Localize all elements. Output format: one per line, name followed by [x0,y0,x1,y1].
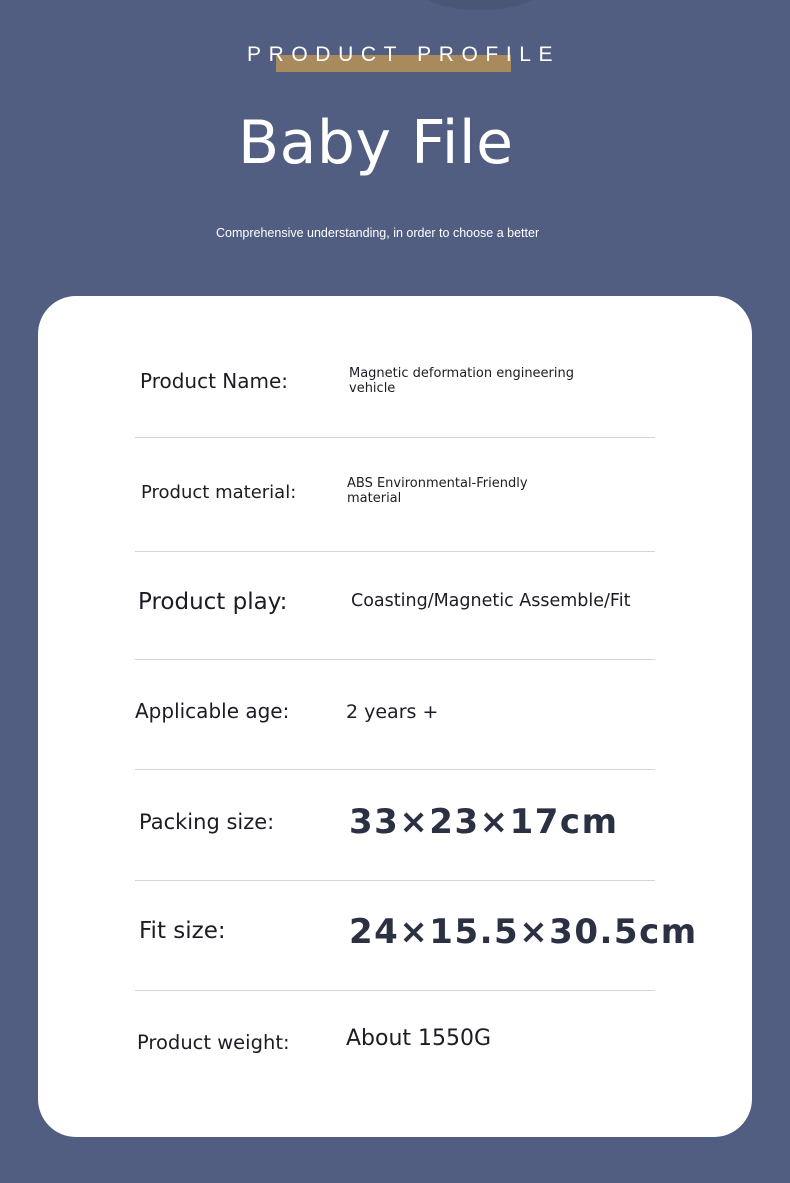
spec-label-name: Product Name: [140,369,289,393]
spec-value-packing-size: 33×23×17cm [349,802,619,842]
spec-value-name: Magnetic deformation engineering vehicle [349,366,575,396]
top-decoration [420,0,540,10]
spec-value-play: Coasting/Magnetic Assemble/Fit [351,591,631,611]
spec-label-weight: Product weight: [137,1031,290,1054]
section-header [0,40,790,80]
spec-value-fit-size: 24×15.5×30.5cm [349,912,698,952]
spec-label-age: Applicable age: [135,699,290,723]
spec-label-play: Product play: [138,589,288,615]
spec-label-fit-size: Fit size: [139,918,226,944]
divider [135,659,655,660]
page-subtitle: Comprehensive understanding, in order to choose a better [216,226,540,240]
profile-label: PRODUCT PROFILE [247,43,561,66]
divider [135,990,655,991]
spec-card [38,296,752,1137]
divider [135,769,655,770]
divider [135,437,655,438]
spec-value-material: ABS Environmental-Friendly material [347,476,528,506]
divider [135,880,655,881]
spec-value-weight: About 1550G [346,1026,492,1051]
spec-label-packing-size: Packing size: [139,810,275,834]
page-title: Baby File [238,108,514,178]
spec-label-material: Product material: [141,482,297,503]
divider [135,551,655,552]
spec-value-age: 2 years + [346,701,439,723]
